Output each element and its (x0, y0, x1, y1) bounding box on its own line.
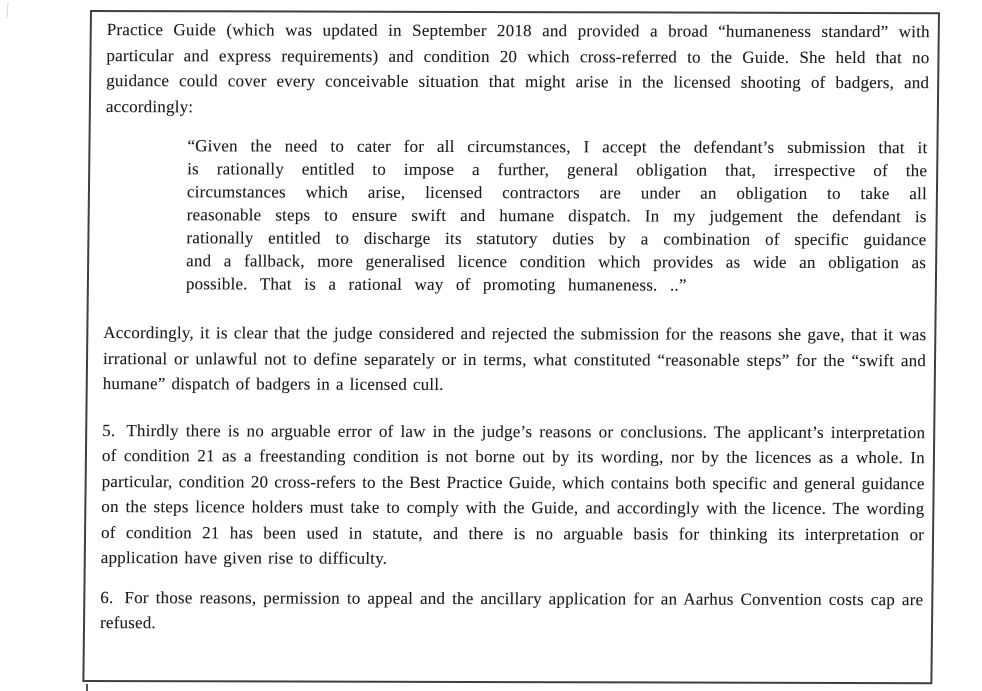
paragraph-5 (101, 418, 926, 573)
paragraph-6-text: For those reasons, permission to appeal and the ancillary application for an Aarhus Convention costs cap are refused. (99, 587, 924, 633)
intro-paragraph: Practice Guide (which was updated in September 2018 and provided a broad “humaneness standard” with particular and express requirements) and condition 20 which cross-referred to the Guide. She held that no guidance could cover every conceivable situation that might arise in the licensed shooting of badgers, and accordingly: (105, 20, 930, 116)
paragraph-5-text: Thirdly there is no arguable error of law in the judge’s reasons or conclusions. The applicant’s interpretation of condition 21 as a freestanding condition is not borne out by its wording, nor by the licences as a whole. In particular, condition 20 cross-refers to the Best Practice Guide, which contains both specific and general guidance on the steps licence holders must take to comply with the Guide, and accordingly with the licence. The wording of condition 21 has been used in statute, and there is no arguable basis for thinking its interpretation or application have given rise to difficulty. (100, 420, 926, 568)
quoted-judgment-paragraph: “Given the need to cater for all circumstances, I accept the defendant’s submission that it is rationally entitled to impose a further, general obligation that, irrespective of the circumstances which arise, licensed contractors are under an obligation to take all reasonable steps to ensure swift and humane dispatch. In my judgement the defendant is rationally entitled to discharge its statutory duties by a combination of specific guidance and a fallback, more generalised licence condition which provides as wide an obligation as possible. That is a rational way of promoting humaneness. ..” (185, 136, 928, 295)
paragraph-5-number: 5. (102, 420, 116, 440)
paragraph-6-number: 6. (100, 587, 114, 607)
next-frame-left-edge (86, 684, 88, 691)
paragraph-6 (100, 585, 924, 638)
scan-artifact-mark (6, 3, 11, 18)
judgment-text-frame (82, 10, 940, 684)
accordingly-paragraph: Accordingly, it is clear that the judge considered and rejected the submission for the reasons she gave, that it was irrational or unlawful not to define separately or in terms, what constituted “reasonable steps” for the “swift and humane” dispatch of badgers in a licensed cull. (102, 323, 927, 394)
